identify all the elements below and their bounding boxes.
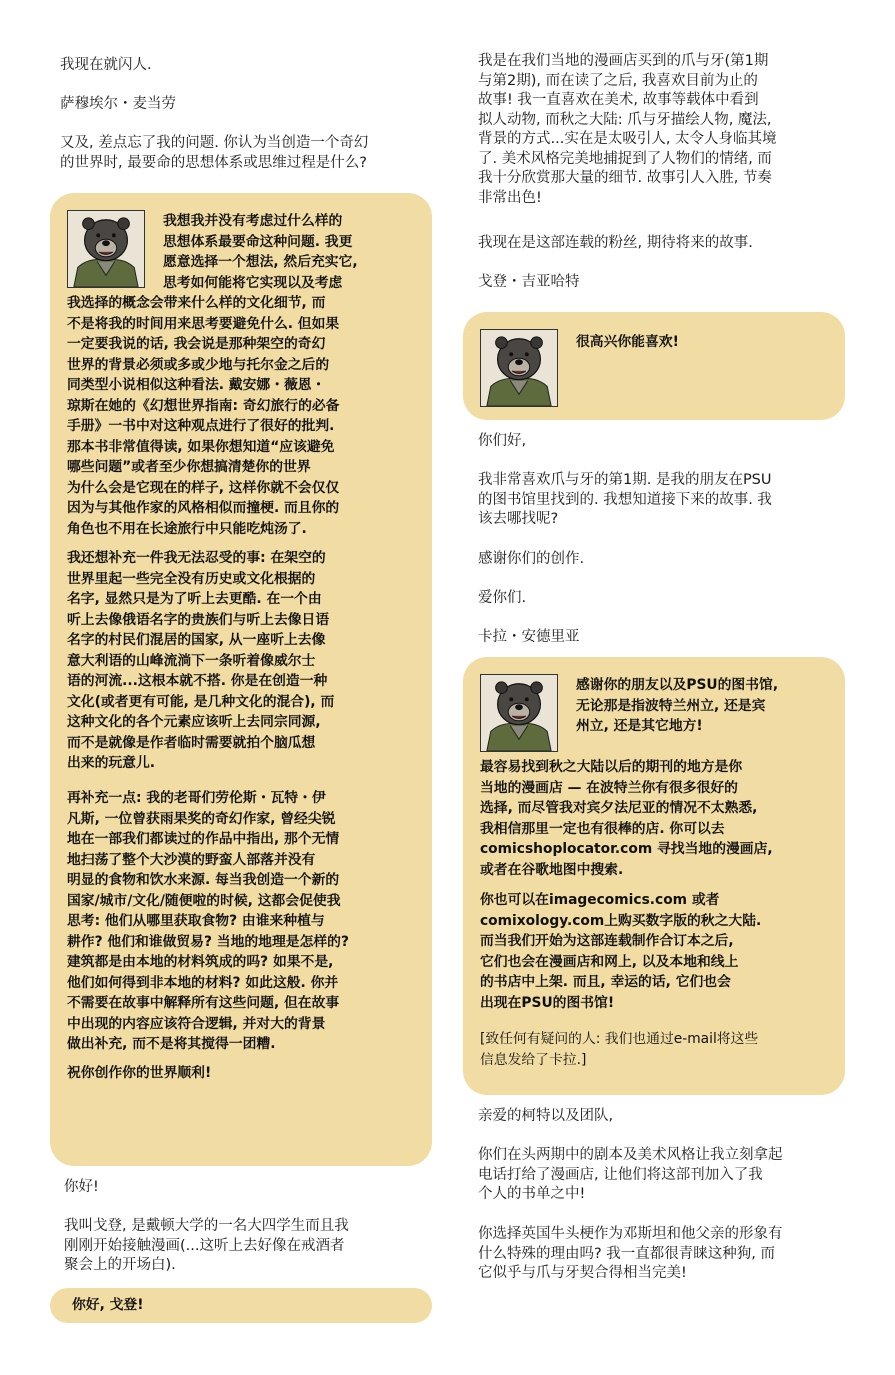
reply-3-text: 很高兴你能喜欢! [576,334,679,350]
letter-3-signature: 卡拉・安德里亚 [478,629,580,645]
letter-4-paragraph-1: 你们在头两期中的剧本及美术风格让我立刻拿起 电话打给了漫画店, 让他们将这部刊加入了我 个人的书单之中! [478,1147,783,1202]
reply-1-closing: 祝你创作你的世界顺利! [67,1065,212,1081]
letter-2-body: 我是在我们当地的漫画店买到的爪与牙(第1期 与第2期), 而在读了之后, 我喜欢目前为止的 故事! 我一直喜欢在美术, 故事等载体中看到 拟人动物, 而秋之大陆: 爪与牙描绘人物, 魔法, 背景的方式...实在是太吸引人, 太令人身临其境 了. 美术风格完美地捕捉到了人物们的情绪, 而 我十分欣赏那大量的细节. 故事引人入胜, 节奏 非常出色! [478,53,777,206]
reply-1-intro: 我想我并没有考虑过什么样的 思想体系最要命这种问题. 我更 愿意选择一个想法, 然后充实它, 思考如何能将它实现以及考虑 [163,213,358,291]
letter-2-closing: 我现在是这部连载的粉丝, 期待将来的故事. [478,235,753,251]
letter-postscript: 又及, 差点忘了我的问题. 你认为当创造一个奇幻 的世界时, 最要命的思想体系或思维过程是什么? [60,135,369,171]
reply-4-paragraph-2: 你也可以在imagecomics.com 或者 comixology.com上购买数字版的秋之大陆. 而当我们开始为这部连载制作合订本之后, 它们也会在漫画店和网上, 以及本地和线上 的书店中上架. 而且, 幸运的话, 它们也会 出现在PSU的图书馆! [480,892,762,1011]
letter-2-signature: 戈登・吉亚哈特 [478,274,580,290]
reply-box-3 [463,312,845,420]
reply-4-intro: 感谢你的朋友以及PSU的图书馆, 无论那是指波特兰州立, 还是宾 州立, 还是其它地方! [576,677,779,734]
reply-4-paragraph-1: 最容易找到秋之大陆以后的期刊的地方是你 当地的漫画店 — 在波特兰你有很多很好的 选择, 而尽管我对宾夕法尼亚的情况不太熟悉, 我相信那里一定也有很棒的店. 你可以去 comicshoplocator.com 寻找当地的漫画店, 或者在谷歌地图中搜索. [480,759,773,878]
bear-in-jacket-icon [480,329,558,407]
letter-3-body: 我非常喜欢爪与牙的第1期. 是我的朋友在PSU 的图书馆里找到的. 我想知道接下来的故事. 我 该去哪找呢? [478,472,772,527]
bear-in-jacket-icon [67,210,145,288]
reply-box-1 [50,193,432,1166]
letter-closing-line: 我现在就闪人. [60,57,152,73]
reply-1-paragraph-1: 我选择的概念会带来什么样的文化细节, 而 不是将我的时间用来思考要避免什么. 但如果 一定要我说的话, 我会说是那种架空的奇幻 世界的背景必须或多或少地与托尔金之后的 同类型小说相似这种看法. 戴安娜・薇恩・ 琼斯在她的《幻想世界指南: 奇幻旅行的必备 手册》一书中对这种观点进行了很好的批判. 那本书非常值得读, 如果你想知道“应该避免 哪些问题”或者至少你想搞清楚你的世界 为什么会是它现在的样子, 这样你就不会仅仅 因为与其他作家的风格相似而撞梗. 而且你的 角色也不用在长途旅行中只能吃炖汤了. [67,295,340,537]
reply-2-text: 你好, 戈登! [72,1297,144,1313]
reply-1-paragraph-2: 我还想补充一件我无法忍受的事: 在架空的 世界里起一些完全没有历史或文化根据的 名字, 显然只是为了听上去更酷. 在一个由 听上去像俄语名字的贵族们与听上去像日语 名字的村民们混居的国家, 从一座听上去像 意大利语的山峰流淌下一条听着像威尔士 语的河流...这根本就不搭. 你是在创造一种 文化(或者更有可能, 是几种文化的混合), 而 这种文化的各个元素应该听上去同宗同源, 而不是就像是作者临时需要就拍个脑瓜想 出来的玩意儿. [67,550,335,771]
letter-3-thanks: 感谢你们的创作. [478,551,585,567]
letter-signature: 萨穆埃尔・麦当劳 [60,96,176,112]
letter-3-love: 爱你们. [478,590,527,606]
reply-4-note: [致任何有疑问的人: 我们也通过e-mail将这些 信息发给了卡拉.] [480,1031,759,1068]
letter-4-greeting: 亲爱的柯特以及团队, [478,1108,614,1124]
letter-4-paragraph-2: 你选择英国牛头梗作为邓斯坦和他父亲的形象有 什么特殊的理由吗? 我一直都很青睐这种狗, 而 它似乎与爪与牙契合得相当完美! [478,1226,783,1281]
bear-in-jacket-icon [480,674,558,752]
letter-greeting: 你好! [64,1179,99,1195]
reply-box-2 [50,1288,432,1323]
letter-body: 我叫戈登, 是戴顿大学的一名大四学生而且我 刚刚开始接触漫画(...这听上去好像在戒酒者 聚会上的开场白). [64,1218,349,1273]
reply-1-paragraph-3: 再补充一点: 我的老哥们劳伦斯・瓦特・伊 凡斯, 一位曾获雨果奖的奇幻作家, 曾经尖锐 地在一部我们都读过的作品中指出, 那个无情 地扫荡了整个大沙漠的野蛮人部落并没有 明显的食物和饮水来源. 每当我创造一个新的 国家/城市/文化/随便啦的时候, 这都会促使我 思考: 他们从哪里获取食物? 由谁来种植与 耕作? 他们和谁做贸易? 当地的地理是怎样的? 建筑都是由本地的材料筑成的吗? 如果不是, 他们如何得到非本地的材料? 如此这般. 你并 不需要在故事中解释所有这些问题, 但在故事 中出现的内容应该符合逻辑, 并对大的背景 做出补充, 而不是将其搅得一团糟. [67,790,349,1052]
letter-3-greeting: 你们好, [478,433,527,449]
reply-box-4 [463,657,845,1095]
